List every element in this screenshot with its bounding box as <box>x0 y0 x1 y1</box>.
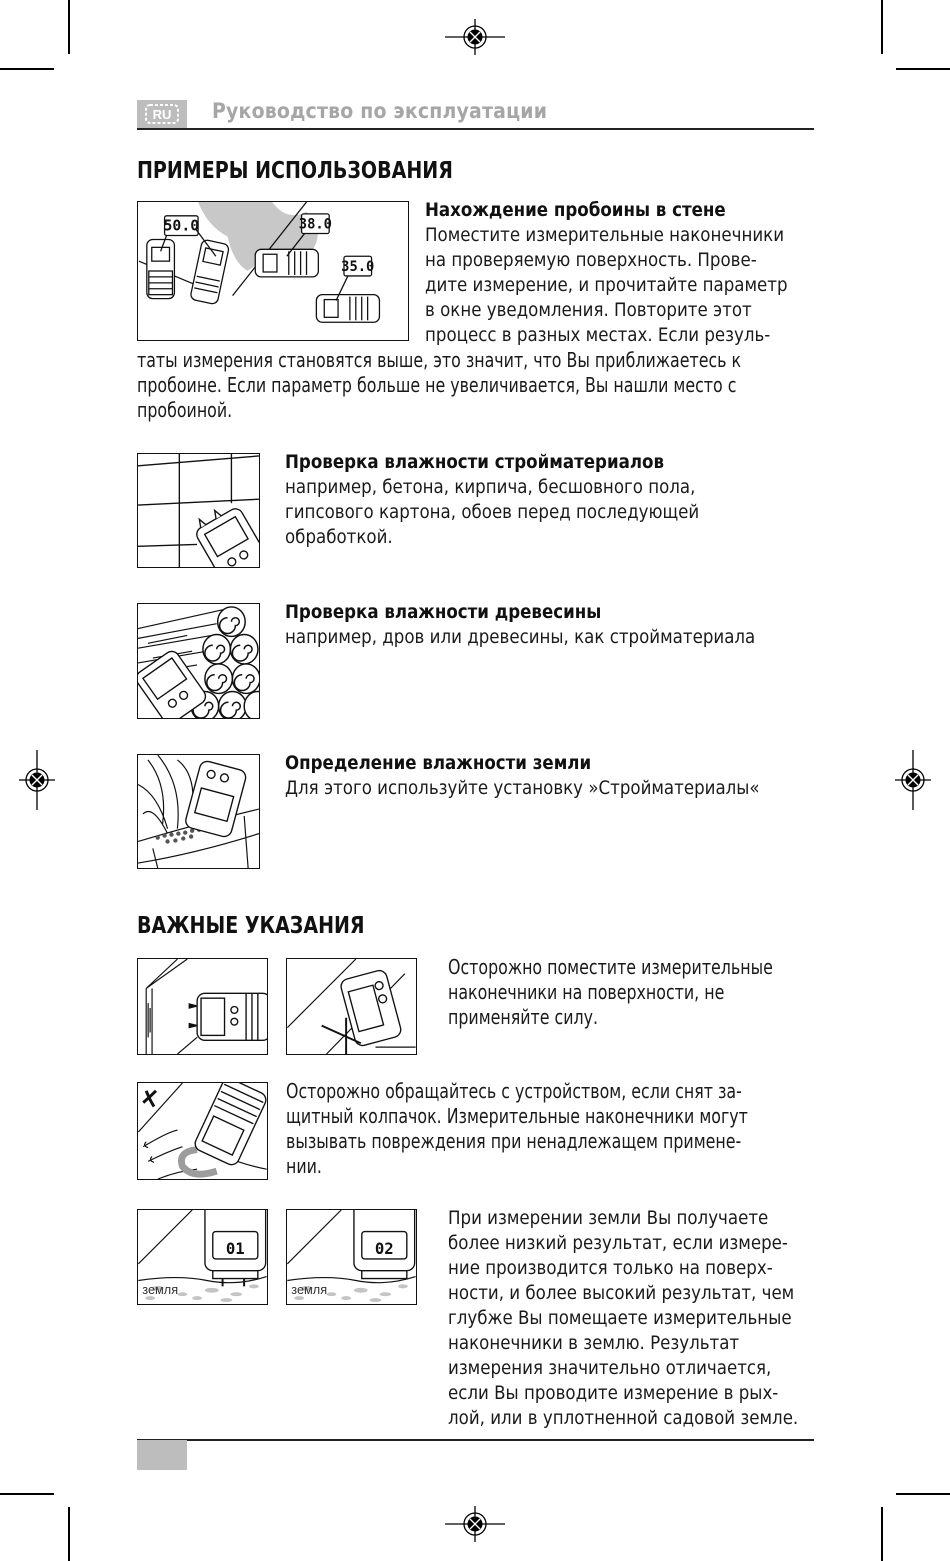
header-rule <box>137 128 814 130</box>
crop-mark <box>896 68 950 70</box>
usage-item-wall-leak <box>425 198 788 348</box>
crop-mark <box>896 1493 950 1495</box>
crop-mark <box>881 1507 883 1561</box>
figure-soil-deep <box>286 1209 417 1305</box>
language-badge <box>137 100 187 128</box>
usage-item-soil <box>285 751 760 801</box>
usage-item-heading: Нахождение пробоины в стене <box>425 200 726 221</box>
soil-label: земля <box>142 1282 179 1298</box>
reading-3: 35.0 <box>341 259 375 275</box>
note-soil-depth <box>448 1206 798 1431</box>
soil-reading-2: 02 <box>374 1239 394 1259</box>
text-line: наконечники в землю. Результат <box>448 1333 740 1354</box>
text-line: лой, или в уплотненной садовой земле. <box>448 1408 799 1429</box>
text-line: Для этого используйте установку »Стройматериалы« <box>285 778 760 799</box>
usage-item-heading: Проверка влажности древесины <box>285 602 602 623</box>
text-line: пробоине. Если параметр больше не увеличивается, Вы нашли место с <box>137 373 737 397</box>
usage-item-building-materials <box>285 450 699 550</box>
registration-mark-icon <box>445 7 505 67</box>
text-line: вызывать повреждения при ненадлежащем примене- <box>286 1129 742 1153</box>
figure-soil <box>137 754 260 869</box>
page-number-block <box>137 1440 187 1470</box>
usage-item-wall-leak-continued <box>137 348 741 423</box>
text-line: применяйте силу. <box>448 1005 599 1029</box>
manual-title: Руководство по эксплуатации <box>212 99 548 123</box>
figure-soil-surface <box>137 1209 268 1305</box>
crop-mark <box>0 1493 54 1495</box>
text-line: на проверяемую поверхность. Прове- <box>425 250 757 271</box>
note-careful-placement <box>448 955 773 1030</box>
footer-rule <box>137 1439 814 1441</box>
text-line: щитный колпачок. Измерительные наконечники могут <box>286 1104 748 1128</box>
text-line: обработкой. <box>285 527 393 548</box>
text-line: измерения значительно отличается, <box>448 1358 772 1379</box>
text-line: нии. <box>286 1154 322 1178</box>
text-line: Осторожно поместите измерительные <box>448 955 773 979</box>
language-badge-text: RU <box>152 107 172 122</box>
text-line: глубже Вы помещаете измерительные <box>448 1308 792 1329</box>
figure-wall-leak <box>137 201 409 341</box>
reading-1: 50.0 <box>163 217 200 235</box>
text-line: например, бетона, кирпича, бесшовного пола, <box>285 477 696 498</box>
text-line: например, дров или древесины, как стройматериала <box>285 627 756 648</box>
crop-mark <box>0 68 54 70</box>
usage-item-heading: Определение влажности земли <box>285 753 592 774</box>
text-line: процесс в разных местах. Если резуль- <box>425 325 771 346</box>
figure-building-materials <box>137 453 260 568</box>
text-line: наконечники на поверхности, не <box>448 980 725 1004</box>
important-notes-title: ВАЖНЫЕ УКАЗАНИЯ <box>137 913 365 939</box>
registration-mark-icon <box>883 750 943 810</box>
text-line: ности, и более высокий результат, чем <box>448 1283 795 1304</box>
text-line: ние производится только на поверх- <box>448 1258 773 1279</box>
crop-mark <box>881 0 883 54</box>
registration-mark-icon <box>7 750 67 810</box>
registration-mark-icon <box>445 1494 505 1554</box>
crop-mark <box>68 1507 70 1561</box>
figure-no-force <box>286 958 417 1055</box>
text-line: Поместите измерительные наконечники <box>425 225 785 246</box>
text-line: гипсового картона, обоев перед последующей <box>285 502 700 523</box>
crop-mark <box>68 0 70 54</box>
figure-protective-cap <box>137 1082 268 1180</box>
figure-gentle-placement <box>137 958 268 1055</box>
reading-2: 38.0 <box>298 216 332 233</box>
text-line: в окне уведомления. Повторите этот <box>425 300 752 321</box>
soil-reading-1: 01 <box>225 1239 245 1259</box>
soil-label: земля <box>291 1282 328 1298</box>
figure-wood <box>137 603 260 719</box>
usage-item-heading: Проверка влажности стройматериалов <box>285 452 665 473</box>
usage-examples-title: ПРИМЕРЫ ИСПОЛЬЗОВАНИЯ <box>137 158 453 184</box>
text-line: более низкий результат, если измере- <box>448 1233 788 1254</box>
text-line: При измерении земли Вы получаете <box>448 1208 769 1229</box>
text-line: дите измерение, и прочитайте параметр <box>425 275 788 296</box>
usage-item-wood <box>285 600 755 650</box>
text-line: если Вы проводите измерение в рых- <box>448 1383 779 1404</box>
text-line: таты измерения становятся выше, это значит, что Вы приближаетесь к <box>137 348 742 372</box>
text-line: пробоиной. <box>137 398 233 422</box>
note-protective-cap <box>286 1079 748 1179</box>
text-line: Осторожно обращайтесь с устройством, если снят за- <box>286 1079 742 1103</box>
